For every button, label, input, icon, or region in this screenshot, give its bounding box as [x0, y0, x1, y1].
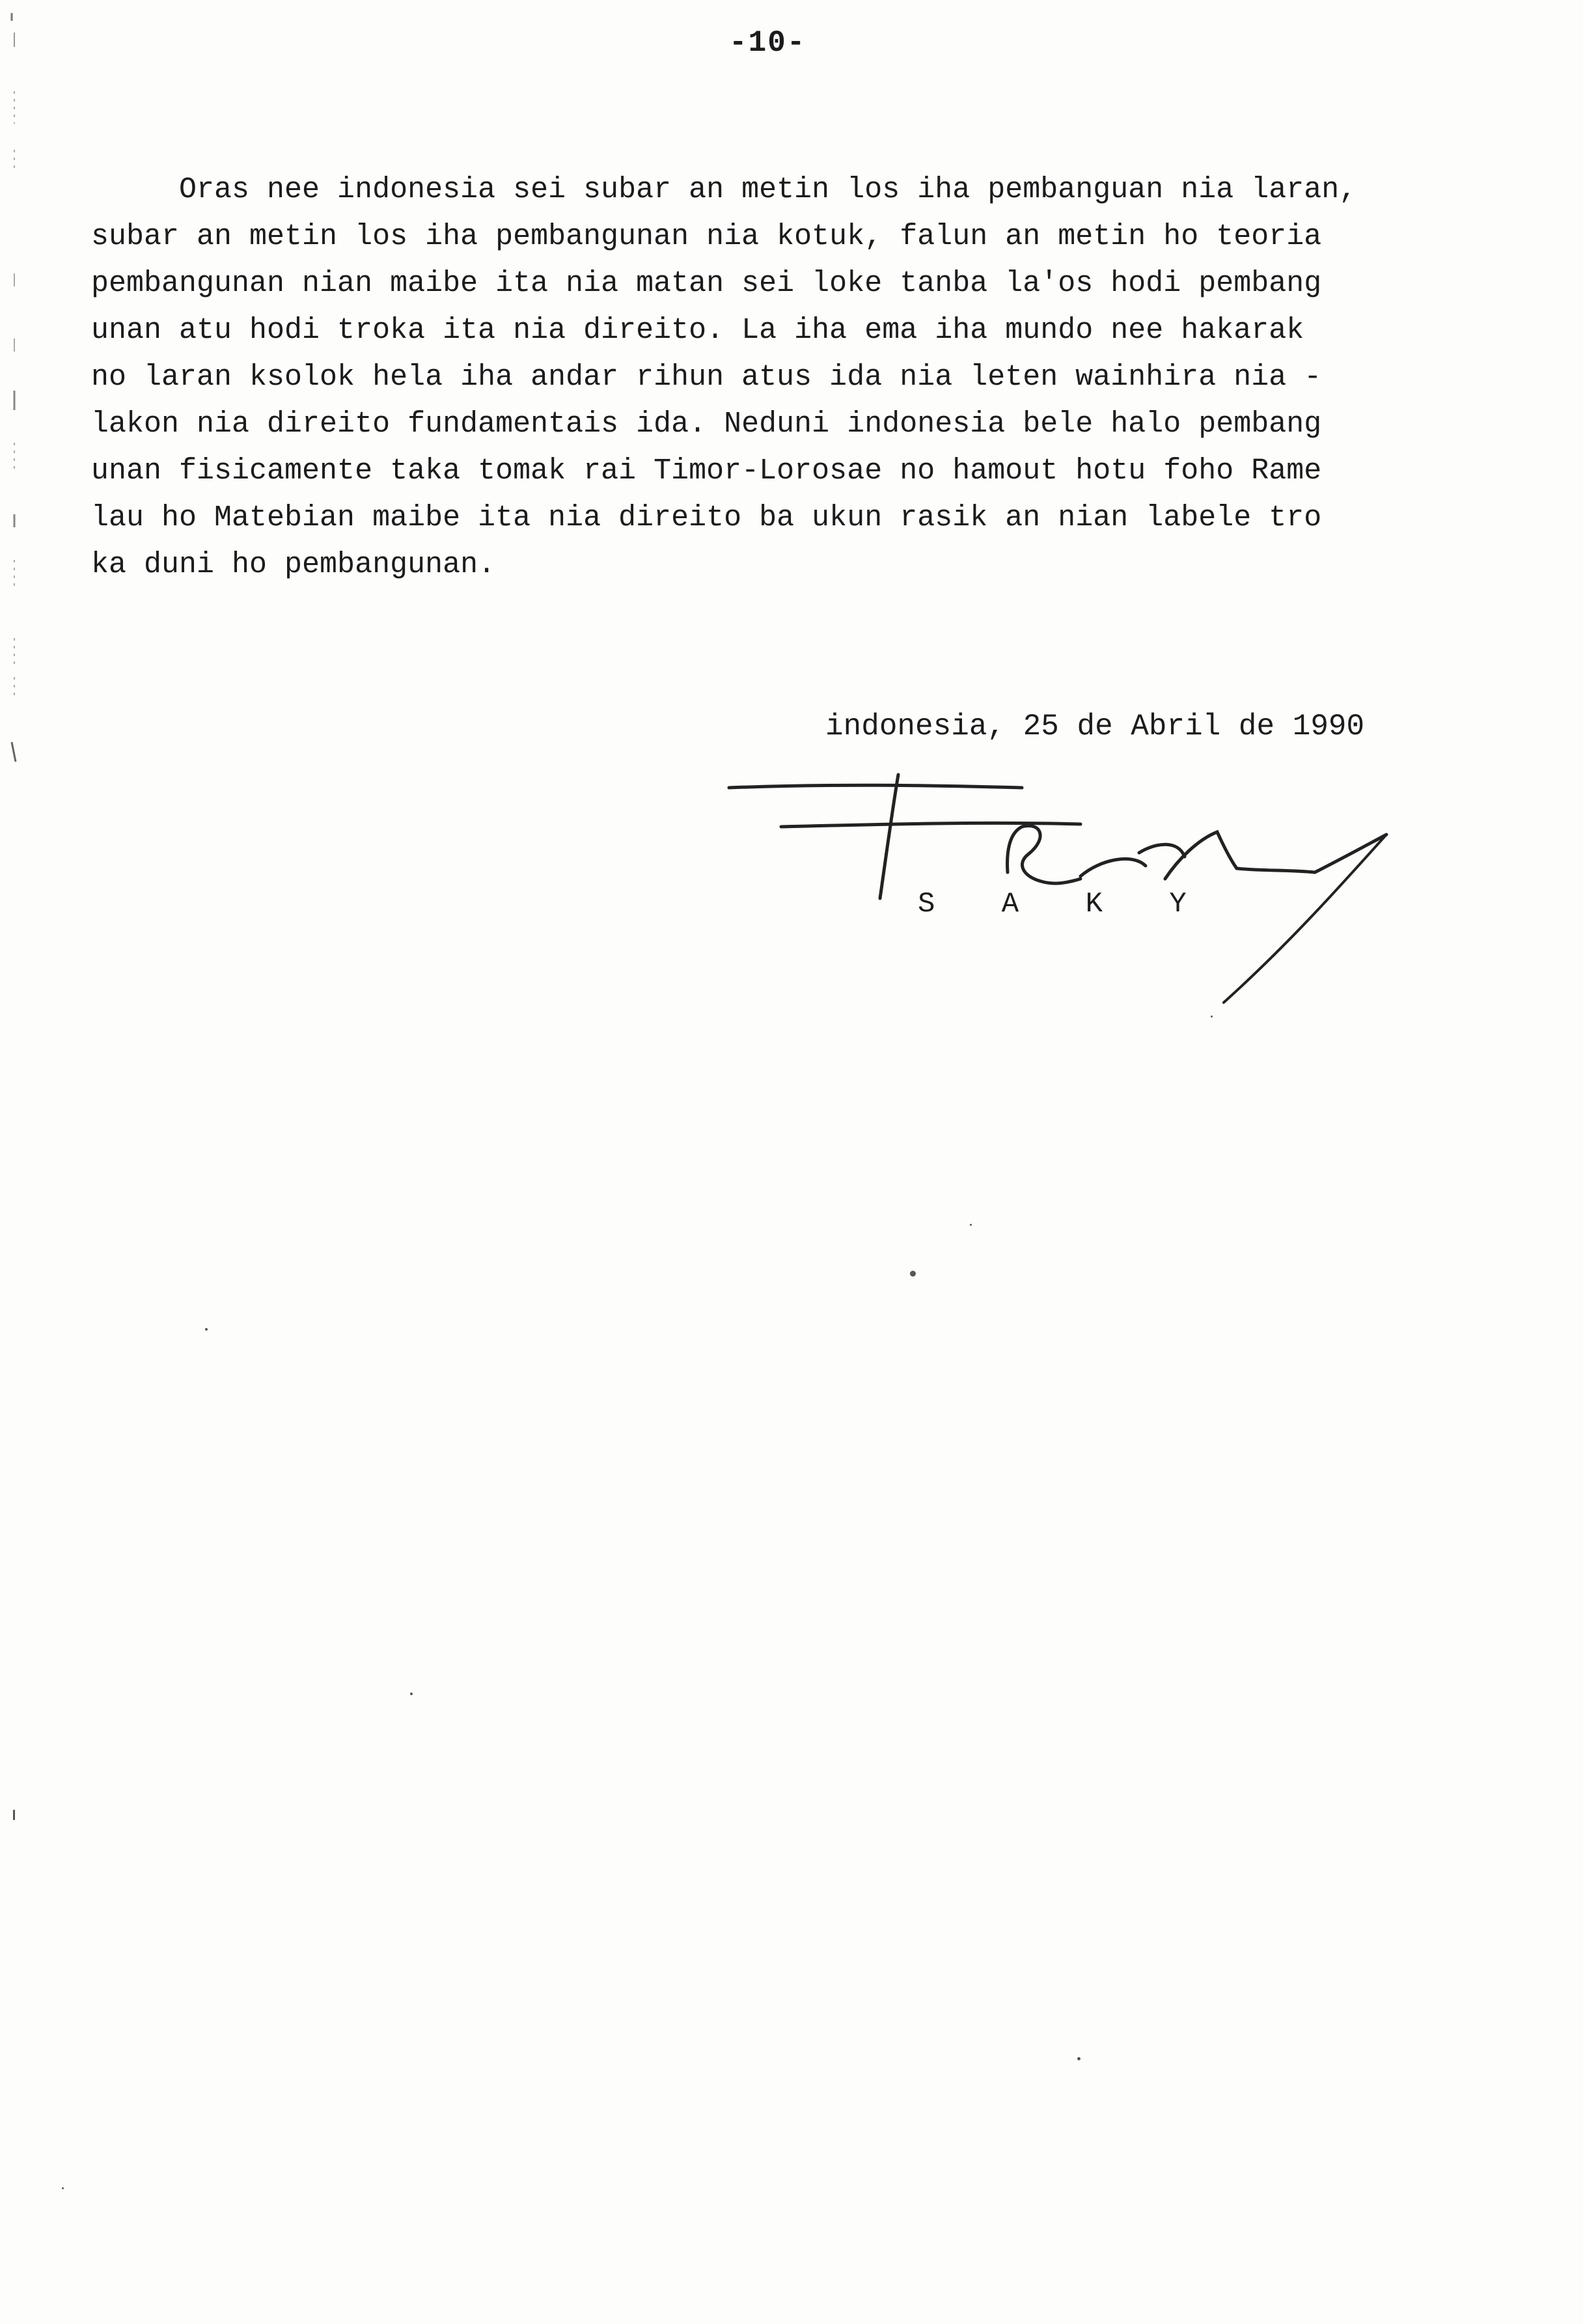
body-line: lakon nia direito fundamentais ida. Neduni indonesia bele halo pembang — [91, 408, 1322, 441]
paper-speck — [910, 1271, 916, 1277]
body-line: no laran ksolok hela iha andar rihun atus ida nia leten wainhira nia - — [91, 361, 1322, 394]
body-line: subar an metin los iha pembangunan nia kotuk, falun an metin ho teoria — [91, 220, 1322, 253]
page-number: -10- — [729, 26, 806, 60]
body-line: unan atu hodi troka ita nia direito. La iha ema iha mundo nee hakarak — [91, 314, 1304, 347]
signer-name: S A K Y — [918, 888, 1211, 920]
body-line: lau ho Matebian maibe ita nia direito ba ukun rasik an nian labele tro — [91, 501, 1322, 534]
margin-specks-icon — [0, 0, 52, 846]
paper-speck — [410, 1693, 413, 1695]
paper-speck — [1211, 1016, 1213, 1017]
paper-speck — [970, 1224, 972, 1226]
paper-speck — [205, 1328, 208, 1331]
body-line: unan fisicamente taka tomak rai Timor-Lorosae no hamout hotu foho Rame — [91, 454, 1322, 488]
body-line: Oras nee indonesia sei subar an metin los iha pembanguan nia laran, — [91, 173, 1357, 206]
paper-speck — [1077, 2057, 1081, 2060]
paper-speck — [13, 1810, 15, 1820]
body-line: pembangunan nian maibe ita nia matan sei loke tanba la'os hodi pembang — [91, 267, 1322, 300]
body-paragraph — [91, 167, 1484, 588]
paper-speck — [62, 2187, 64, 2189]
body-line: ka duni ho pembangunan. — [91, 548, 496, 581]
dateline: indonesia, 25 de Abril de 1990 — [825, 710, 1365, 743]
